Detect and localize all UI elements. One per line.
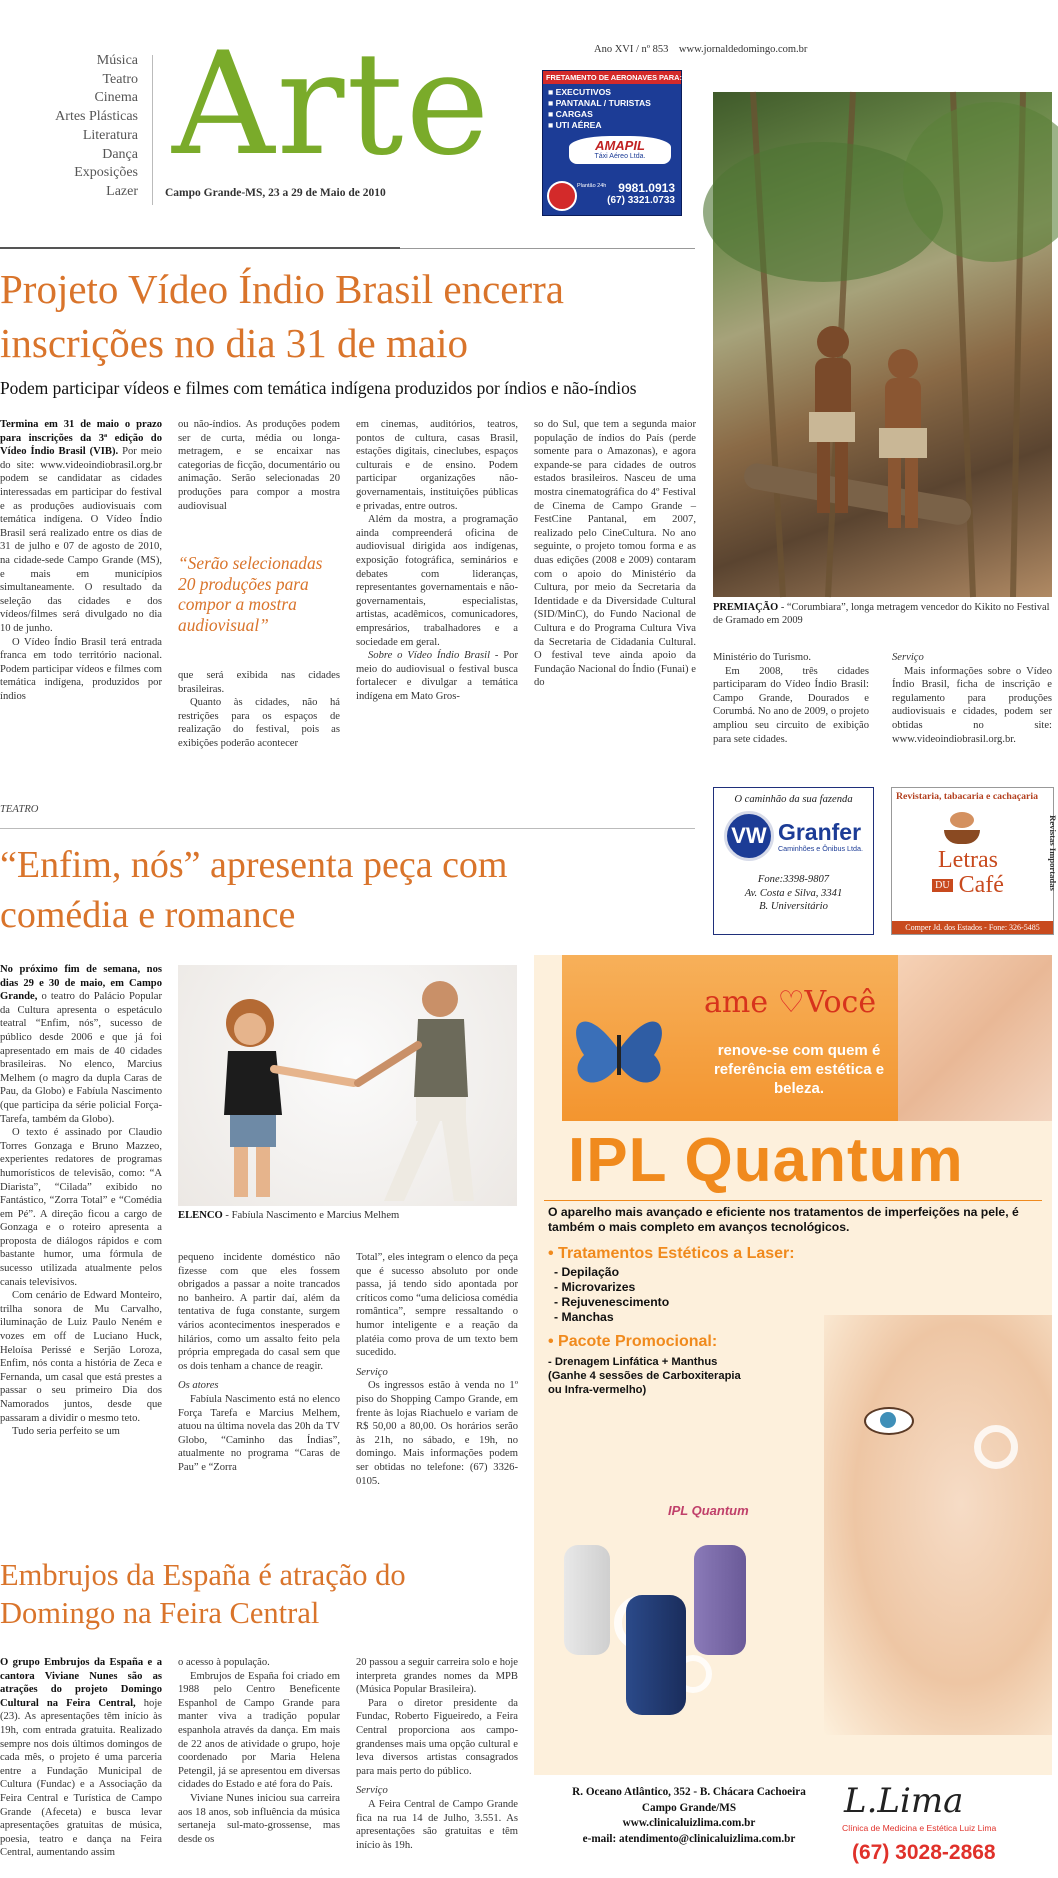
article3-col3-p1: 20 passou a seguir carreira solo e hoje interpreta grandes nomes da MPB (Música Popular Brasileira).	[356, 1657, 518, 1696]
ame-brand: ame	[704, 985, 769, 1020]
ipl-address-2: Campo Grande/MS	[641, 1801, 737, 1814]
actor-figure	[358, 981, 474, 1201]
laser-section-title: • Tratamentos Estéticos a Laser:	[548, 1245, 795, 1262]
section-dance[interactable]: Dança	[102, 146, 138, 162]
section-leisure[interactable]: Lazer	[106, 183, 138, 199]
article1-col3-p1: em cinemas, auditórios, teatros, pontos de cultura, casas Brasil, estações digitais, cineclubes, espaços culturais e de ensino. Podem participar organizações não-governamentais, instituições públicas e privadas, entre outros.	[356, 419, 518, 512]
clinic-brand: L.Lima	[844, 1781, 964, 1821]
masthead-divider	[152, 55, 153, 205]
article3-col2-p3: Viviane Nunes iniciou sua carreira aos 18 anos, sob influência da música sertaneja sul-mato-grossense, mas desde os	[178, 1792, 340, 1845]
article1-col3	[356, 418, 518, 703]
heart-icon: ♡	[777, 985, 805, 1020]
article1-col6-p1: Mais informações sobre o Vídeo Índio Brasil, ficha de inscrição e regulamento para produções audiovisuais e cidades, podem ser obtidas no site: www.videoindiobrasil.org.br.	[892, 665, 1052, 745]
article1-col3-p2: Além da mostra, a programação ainda compreenderá oficina de audiovisual dirigida aos indígenas, exposição fotográfica, seminários e debates com lideranças, representantes governamentais e não-governamentais, especialistas, artistas, acadêmicos, comunicadores, empresários, trabalhadores e a sociedade em geral.	[356, 514, 518, 648]
article1-service-head: Serviço	[892, 652, 924, 663]
actress-figure	[224, 999, 354, 1197]
elenco-caption: ELENCO - Fabíula Nascimento e Marcius Melhem	[178, 1210, 400, 1221]
laser-item-4: - Manchas	[554, 1310, 614, 1324]
location-date: Campo Grande-MS, 23 a 29 de Maio de 2010	[165, 187, 386, 199]
decor-circle-3	[974, 1425, 1018, 1469]
section-music[interactable]: Música	[96, 53, 138, 68]
granfer-phone: Fone:3398-9807	[757, 874, 830, 885]
article2-service-head: Serviço	[356, 1366, 388, 1378]
granfer-ad[interactable]	[713, 787, 874, 935]
laser-item-2: - Microvarizes	[554, 1280, 636, 1294]
article1-col6	[892, 651, 1052, 746]
ipl-device-3-icon	[694, 1545, 746, 1655]
article2-col2-p1: pequeno incidente doméstico não fizesse com que eles fossem obrigados a passar a noite trancados no banheiro. A partir daí, além da tentativa de fuga constante, surgem vários acontecimentos inesperados e hilários, como um assalto feito pela própria empregada do casal sem que os dois tenham a chance de reagir.	[178, 1252, 340, 1372]
amapil-brand: AMAPIL	[595, 138, 645, 153]
amapil-subbrand: Táxi Aéreo Ltda.	[594, 153, 646, 160]
jungle-scene	[713, 92, 1052, 597]
model-top-photos	[898, 955, 1052, 1121]
article1-pullquote: “Serão selecionadas 20 produções para compor a mostra audiovisual”	[178, 553, 323, 635]
promo-item-2: (Ganhe 4 sessões de Carboxiterapia	[548, 1370, 741, 1382]
butterfly-icon	[564, 995, 674, 1105]
premiacao-caption-label: PREMIAÇÃO	[713, 602, 779, 613]
article3-col1-p1: O grupo Embrujos da España e a cantora Viviane Nunes são as atrações do projeto Domingo Cultural na Feira Central, hoje (23). As apresentações têm início às 19h, com entrada gratuita. Realizado sempre nos dois últimos domingos de cada mês, o projeto é uma parceria entre a Fundação Municipal de Cultura (Fundac) e a Associação da Feira Central e Turística de Campo Grande (Afeceta) e busca levar apresentações gratuitas de música, poesia, teatro e dança na Feira Central, aumentando assim	[0, 1657, 162, 1859]
granfer-brand: Granfer	[777, 818, 862, 845]
amapil-seal-icon	[547, 181, 577, 211]
article1-col5-p2: Em 2008, três cidades participaram do Vídeo Índio Brasil: Campo Grande, Dourados e Corumbá. No ano de 2009, o projeto ampliou seu circuito de exibição para sete cidades.	[713, 665, 869, 745]
article3-col3	[356, 1656, 518, 1852]
letras-side-text: Revistas Importadas	[1048, 815, 1058, 891]
article1-subheadline: Podem participar vídeos e filmes com temática indígena produzidos por índios e não-índios	[0, 378, 637, 398]
article1-col2	[178, 418, 340, 513]
article3-col1	[0, 1656, 162, 1860]
article3-col3-p2: Para o diretor presidente da Fundac, Roberto Figueiredo, a Feira Central proporciona aos campo-grandenses mais uma opção cultural e leva diversos artistas consagrados para mais perto do público.	[356, 1697, 518, 1777]
clinic-sub: Clínica de Medicina e Estética Luiz Lima	[842, 1823, 997, 1833]
ipl-device-2-icon	[626, 1595, 686, 1715]
ame-tagline: renove-se com quem é referência em estética e beleza.	[713, 1042, 885, 1097]
article1-col1	[0, 418, 162, 703]
elenco-photo	[178, 965, 517, 1206]
granfer-address-2: B. Universitário	[759, 901, 828, 912]
article2-col1-p2: O texto é assinado por Claudio Torres Gonzaga e Bruno Mazzeo, experientes redatores de programas humorísticos de televisão, como: “A Diarista”, “Cilada” exibido no Fantástico, “Zorra Total” e “Comédia em Pé”. A direção ficou a cargo de Gonzaga e o roteiro apresenta a proposta de diálogos rápidos e com bastante humor, uma fórmula de sucesso utilizada atualmente pelos canais televisivos.	[0, 1127, 162, 1288]
article1-headline: Projeto Vídeo Índio Brasil encerra inscrições no dia 31 de maio	[0, 266, 564, 366]
article2-col2	[178, 1251, 340, 1475]
arte-logo: Arte	[172, 22, 492, 187]
theater-rule	[0, 828, 695, 829]
product-label: IPL Quantum	[668, 1503, 749, 1518]
article1-col5	[713, 651, 869, 746]
article2-col3-p2: Os ingressos estão à venda no 1º piso do Shopping Campo Grande, em frente às lojas Riachuelo e variam de R$ 50,00 a 80,00. Os horários serão às 21h, no sábado, e 19h, no domingo. Mais informações podem ser obtidas no telefone: (67) 3326-0105.	[356, 1380, 518, 1487]
article2-col1-p3: Com cenário de Edward Monteiro, trilha sonora de Mu Carvalho, iluminação de Luiz Paulo Neném e vozes em off de Luciano Huck, Heloísa Perissé e Serjão Loroza, Enfim, nós conta a história de Zeca e Fernanda, um casal que está prestes a passar o seu primeiro Dia dos Namorados juntos, desde que passaram a dividir o mesmo teto.	[0, 1290, 162, 1424]
article3-col3-p3: A Feira Central de Campo Grande fica na rua 14 de Julho, 3.551. As apresentações são gratuitas e têm início às 19h.	[356, 1798, 518, 1851]
voce-brand: Você	[804, 985, 877, 1020]
clinic-phone[interactable]: (67) 3028-2868	[852, 1841, 996, 1864]
amapil-item-2: ■ PANTANAL / TURISTAS	[548, 98, 651, 108]
article2-col1-p1: No próximo fim de semana, nos dias 29 e 30 de maio, em Campo Grande, o teatro do Palácio Popular da Cultura apresenta o espetáculo teatral “Enfim, nós”, sucesso de público desde 2006 e que já foi apresentado em mais de 40 cidades brasileiras. No elenco, Marcius Melhem (o magro da dupla Caras de Pau, da Globo) e Fabíula Nascimento (que participa da série policial Força-Tarefa, também da Globo).	[0, 964, 162, 1125]
amapil-phone-1: 9981.0913	[618, 181, 675, 195]
article2-headline: “Enfim, nós” apresenta peça com comédia e romance	[0, 844, 508, 936]
amapil-header: FRETAMENTO DE AERONAVES PARA:	[543, 71, 681, 84]
ipl-quantum-ad[interactable]	[534, 955, 1052, 1878]
article1-col4	[534, 418, 696, 690]
article1-col2-p1: ou não-índios. As produções podem ser de curta, média ou longa-metragem, e se encaixar nas categorias de ficção, documentário ou animação. Serão selecionadas 20 produções para compor a mostra audiovisual	[178, 419, 340, 512]
letras-brand-2: Café	[958, 872, 1004, 898]
article1-col3-p3: Sobre o Vídeo Índio Brasil - Por meio do audiovisual o festival busca fortalecer e divulgar a temática indígena em Mato Gros-	[356, 650, 518, 702]
model-eye-icon	[864, 1407, 914, 1435]
letras-brand-du: DU	[932, 879, 952, 892]
ipl-device-1-icon	[564, 1545, 610, 1655]
article3-service-head: Serviço	[356, 1785, 388, 1797]
article3-col2-p2: Embrujos de España foi criado em 1988 pelo Centro Beneficente Espanhol de Campo Grande para manter viva a tradição popular espanhola através da dança. Em mais de 22 anos de atividade o grupo, hoje coordenado por Maria Helena Petengil, já se apresentou em diversas cidades do Estado e até fora do País.	[178, 1670, 340, 1791]
ipl-contact-strip	[534, 1775, 1052, 1878]
laser-item-1: - Depilação	[554, 1265, 620, 1279]
promo-section-title: • Pacote Promocional:	[548, 1333, 718, 1350]
ipl-divider	[544, 1200, 1042, 1201]
ipl-description: O aparelho mais avançado e eficiente nos tratamentos de imperfeições na pele, é também o mais completo em avanços tecnológicos.	[548, 1205, 1019, 1234]
vw-logo-icon: VW	[724, 811, 774, 861]
promo-item-3: ou Infra-vermelho)	[548, 1384, 647, 1396]
section-theater[interactable]: Teatro	[102, 71, 138, 87]
elenco-caption-label: ELENCO	[178, 1210, 223, 1221]
amapil-item-1: ■ EXECUTIVOS	[548, 87, 611, 97]
issue-label: Ano XVI / nº 853	[594, 44, 669, 55]
granfer-slogan: O caminhão da sua fazenda	[734, 794, 853, 805]
ipl-email[interactable]: e-mail: atendimento@clinicaluizlima.com.br	[582, 1832, 796, 1845]
letras-top: Revistaria, tabacaria e cachaçaria	[895, 791, 1038, 802]
article2-col2-p2: Fabíula Nascimento está no elenco Força Tarefa e Marcius Melhem, atuou na última novela das 20h da TV Globo, “Caminho das Índias”, atualmente no programa “Caras de Pau” e “Zorra	[178, 1393, 340, 1473]
article2-actors-head: Os atores	[178, 1380, 219, 1392]
actors-scene	[178, 965, 517, 1206]
promo-item-1: - Drenagem Linfática + Manthus	[548, 1356, 718, 1368]
amapil-phone-2: (67) 3321.0733	[607, 195, 675, 206]
website-link[interactable]: www.jornaldedomingo.com.br	[678, 44, 808, 55]
article1-col1-p1: Termina em 31 de maio o prazo para inscrições da 3ª edição do Vídeo Índio Brasil (VIB). Por meio do site: www.videoindiobrasil.org.br podem se candidatar as cidades interessadas em participar do festival e as produções audiovisuais com temática indígena. O Vídeo Índio Brasil será realizado entre os dias de 31 de julho e 07 de agosto de 2010, na cidade-sede Campo Grande (MS), e mais em municípios simultaneamente. O resultado da seleção das cidades e dos vídeos/filmes será divulgado no dia 10 de junho.	[0, 419, 162, 634]
top-rule-accent	[0, 247, 400, 249]
model-face-photo	[824, 1315, 1052, 1735]
premiacao-photo	[713, 92, 1052, 597]
premiacao-caption: PREMIAÇÃO - “Corumbiara”, longa metragem vencedor do Kikito no Festival de Gramado em 2009	[713, 602, 1050, 626]
article2-col3	[356, 1251, 518, 1488]
masthead-section-list	[40, 52, 138, 202]
article2-col1	[0, 963, 162, 1439]
ipl-site[interactable]: www.clinicaluizlima.com.br	[622, 1817, 756, 1829]
article1-col4-p1: so do Sul, que tem a segunda maior população de índios do País (perde somente para o Amazonas), e agora expande-se para cidades de outros estados brasileiros. Nasceu de uma mostra cinematográfica do 4º Festival de Cinema de Campo Grande – FestCine Pantanal, em 2007, realizado pelo CineCultura. No ano seguinte, o projeto tomou forma e as duas edições (2008 e 2009) contaram com o apoio do Ministério da Cultura, por meio da Secretaria da Identidade e da Diversidade Cultural (SID/MinC), do Fundo Nacional de Cultura e do Programa Cultura Viva da Secretaria de Cidadania Cultural. O festival teve ainda apoio da Fundação Nacional do Índio (Funai) e do	[534, 419, 696, 689]
article3-headline: Embrujos da España é atração do Domingo na Feira Central	[0, 1558, 406, 1630]
article1-col2-p2: que será exibida nas cidades brasileiras.	[178, 670, 340, 695]
article2-col1-p4: Tudo seria perfeito se um	[12, 1426, 120, 1438]
coffee-cup-icon	[940, 812, 986, 846]
issue-number	[594, 44, 807, 55]
article1-col5-p1: Ministério do Turismo.	[713, 652, 812, 663]
section-label-theater: TEATRO	[0, 804, 39, 815]
letras-brand-1: Letras	[938, 847, 998, 873]
amapil-plantao: Plantão 24h	[577, 183, 607, 189]
ipl-title: IPL Quantum	[568, 1126, 964, 1195]
article1-col2-bottom	[178, 669, 340, 751]
article1-col2-p3: Quanto às cidades, não há restrições para os espaços de realização do festival, pois as exibições poderão acontecer	[178, 697, 340, 749]
section-exhibitions[interactable]: Exposições	[74, 165, 138, 181]
amapil-logo	[569, 136, 671, 164]
granfer-sub: Caminhões e Ônibus Ltda.	[777, 843, 864, 853]
article3-col2-p1: o acesso à população.	[178, 1657, 270, 1668]
laser-item-3: - Rejuvenescimento	[554, 1295, 670, 1309]
article3-col2	[178, 1656, 340, 1846]
section-literature[interactable]: Literatura	[82, 127, 138, 143]
amapil-item-3: ■ CARGAS	[548, 109, 593, 119]
article2-col3-p1: Total”, eles integram o elenco da peça que é sucesso absoluto por onde passa, já tendo sido apontada por críticos como “uma deliciosa comédia romântica”, sempre ressaltando o humor inteligente e a reação da platéia como prova de um texto bem sucedido.	[356, 1252, 518, 1359]
article1-col1-p2: O Vídeo Índio Brasil terá entrada franca em todo território nacional. Podem participar vídeos e filmes com temática indígena, produzidos por índios	[0, 636, 162, 702]
letras-bottom: Comper Jd. dos Estados - Fone: 326-5485	[892, 921, 1053, 934]
amapil-ad[interactable]	[542, 70, 682, 216]
section-plastic-arts[interactable]: Artes Plásticas	[55, 109, 138, 125]
letras-du-cafe-ad[interactable]	[891, 787, 1058, 935]
granfer-address-1: Av. Costa e Silva, 3341	[744, 887, 843, 899]
section-cinema[interactable]: Cinema	[94, 90, 138, 106]
amapil-item-4: ■ UTI AÉREA	[548, 120, 602, 130]
ipl-address-1: R. Oceano Atlântico, 352 - B. Chácara Cachoeira	[572, 1786, 806, 1798]
